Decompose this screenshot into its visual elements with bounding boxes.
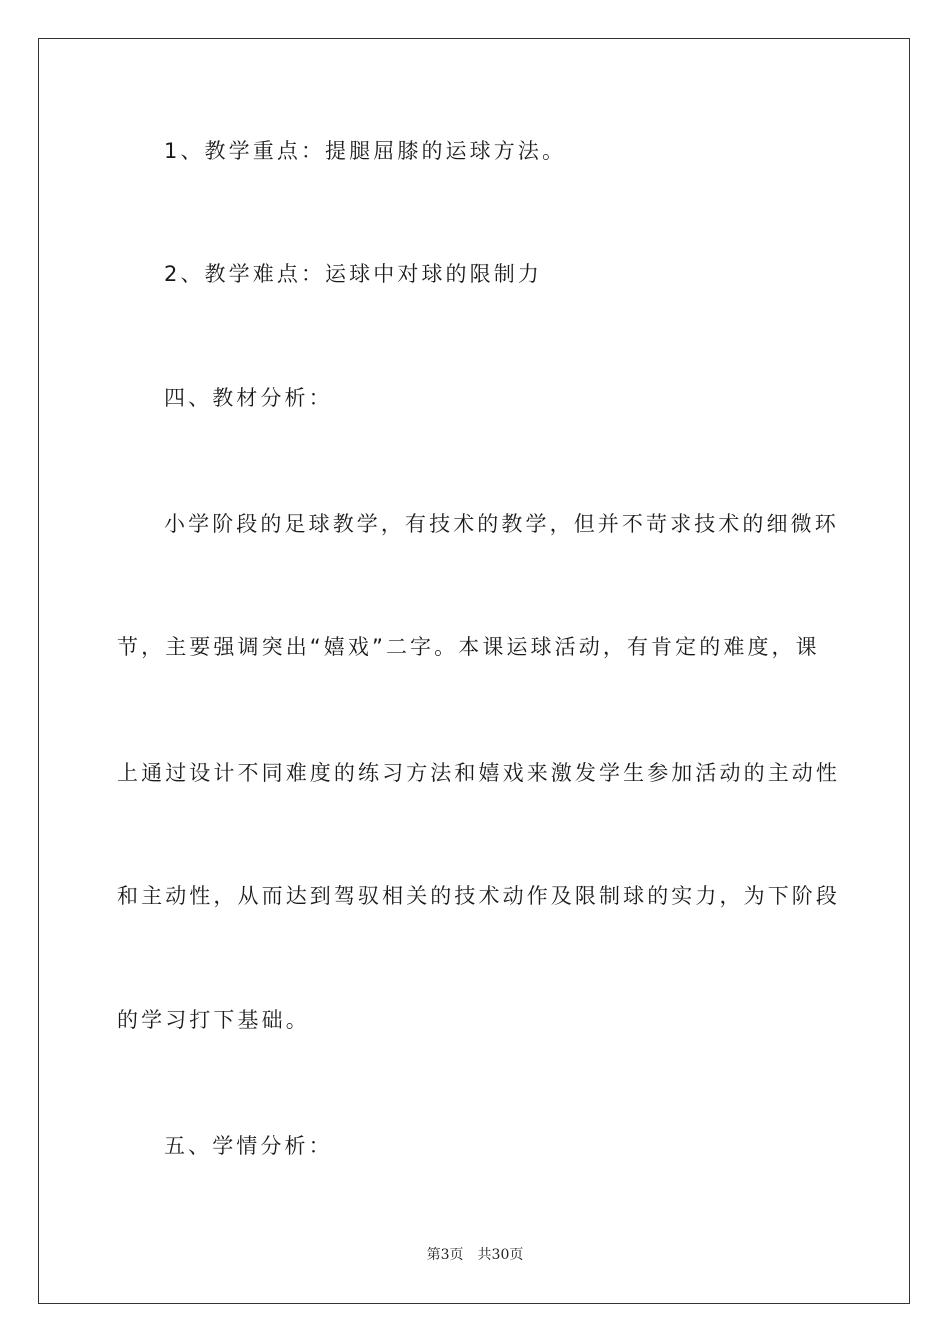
- paragraph-line: 节，主要强调突出“嬉戏”二字。本课运球活动，有肯定的难度，课: [117, 635, 820, 659]
- page-footer: [0, 1245, 950, 1265]
- key-point-line: 1、教学重点：提腿屈膝的运球方法。: [164, 139, 567, 163]
- section-heading-materials: 四、教材分析：: [164, 386, 333, 410]
- difficulty-line: 2、教学难点：运球中对球的限制力: [164, 262, 542, 286]
- total-pages: 共30页: [477, 1247, 524, 1263]
- page-number: 第3页: [426, 1247, 464, 1263]
- paragraph-line: 上通过设计不同难度的练习方法和嬉戏来激发学生参加活动的主动性: [117, 761, 840, 785]
- page-border: [38, 38, 910, 1304]
- paragraph-line: 小学阶段的足球教学，有技术的教学，但并不苛求技术的细微环: [164, 512, 839, 536]
- section-heading-students: 五、学情分析：: [164, 1134, 333, 1158]
- paragraph-line: 的学习打下基础。: [117, 1008, 310, 1032]
- paragraph-line: 和主动性，从而达到驾驭相关的技术动作及限制球的实力，为下阶段: [117, 884, 840, 908]
